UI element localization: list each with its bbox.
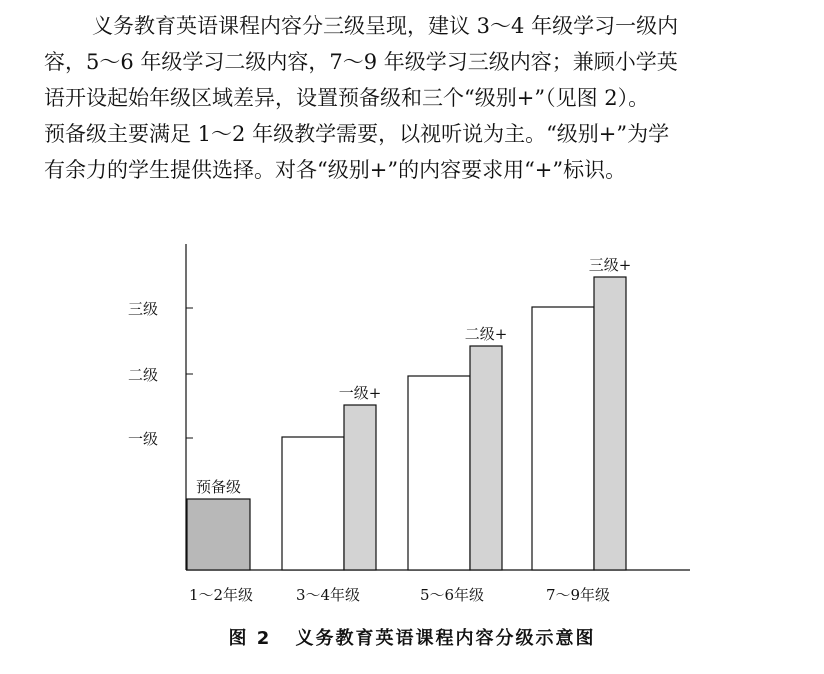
figure-caption xyxy=(0,624,824,650)
figure-title: 义务教育英语课程内容分级示意图 xyxy=(295,628,596,649)
paragraph-line: 有余力的学生提供选择。对各“级别+”的内容要求用“+”标识。 xyxy=(44,158,627,182)
y-tick-label: 一级 xyxy=(127,430,159,448)
x-category-label: 5～6年级 xyxy=(419,586,485,604)
paragraph-line: 预备级主要满足 1～2 年级教学需要，以视听说为主。“级别+”为学 xyxy=(44,122,670,146)
bar-label: 预备级 xyxy=(195,478,242,496)
bar-label: 三级+ xyxy=(588,256,632,274)
figure-number: 图 2 xyxy=(228,628,272,649)
chart-bar xyxy=(187,499,250,570)
chart-bar xyxy=(408,376,470,570)
chart-bar xyxy=(594,277,626,570)
bar-label: 一级+ xyxy=(338,384,382,402)
chart-bar xyxy=(344,405,376,570)
chart-bar xyxy=(470,346,502,570)
x-category-label: 3～4年级 xyxy=(295,586,361,604)
x-category-label: 1～2年级 xyxy=(188,586,254,604)
bar-label: 二级+ xyxy=(464,325,508,343)
x-category-label: 7～9年级 xyxy=(545,586,611,604)
y-tick-label: 三级 xyxy=(127,300,159,318)
chart-bar xyxy=(282,437,344,570)
y-tick-label: 二级 xyxy=(127,366,159,384)
paragraph-line: 语开设起始年级区域差异，设置预备级和三个“级别+”（见图 2）。 xyxy=(44,86,650,110)
paragraph-line: 容，5～6 年级学习二级内容，7～9 年级学习三级内容；兼顾小学英 xyxy=(44,50,678,74)
paragraph-line: 义务教育英语课程内容分三级呈现，建议 3～4 年级学习一级内 xyxy=(92,14,679,38)
chart-bar xyxy=(532,307,594,570)
